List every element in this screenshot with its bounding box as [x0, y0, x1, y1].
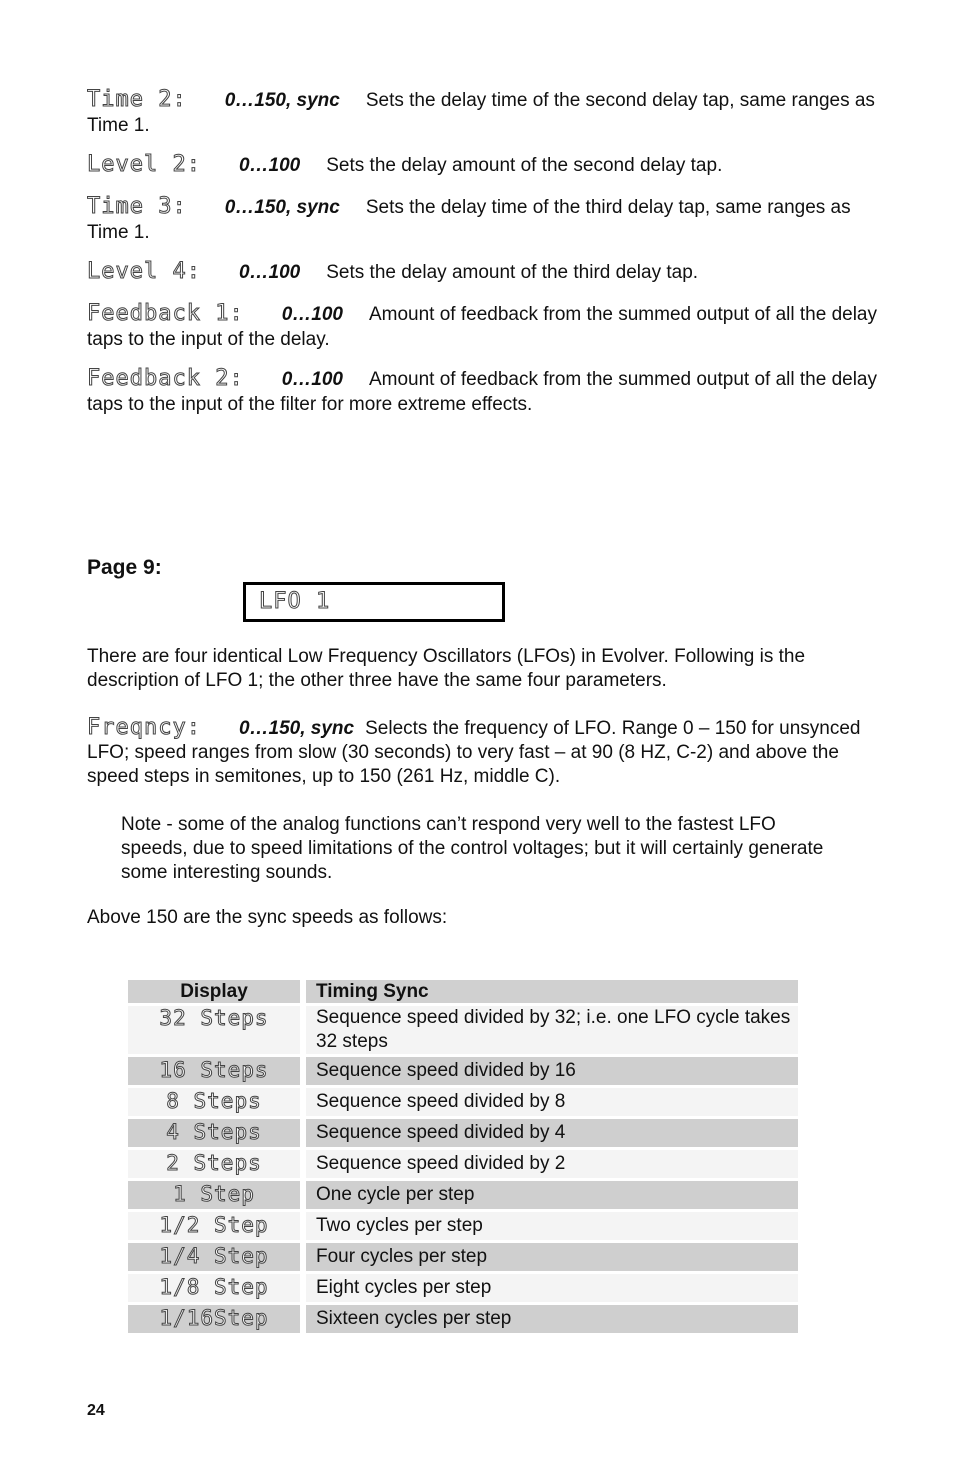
timing-cell: Sequence speed divided by 8: [306, 1088, 798, 1116]
param-name: Level 2:: [87, 152, 201, 177]
table-row: [128, 1088, 798, 1116]
column-header-timing: Timing Sync: [306, 980, 798, 1003]
param-feedback-2: [87, 366, 887, 417]
param-desc: Sets the delay amount of the second delay tap.: [326, 155, 723, 176]
table-row: [128, 1305, 798, 1333]
param-range: 0…150, sync: [238, 718, 355, 739]
sync-table: [128, 977, 798, 1336]
timing-cell: Four cycles per step: [306, 1243, 798, 1271]
param-desc: Sets the delay amount of the third delay tap.: [326, 262, 699, 283]
timing-cell: Sequence speed divided by 16: [306, 1057, 798, 1085]
table-row: [128, 1212, 798, 1240]
param-time-2: [87, 87, 887, 138]
param-range: 0…100: [281, 369, 343, 390]
timing-cell: Two cycles per step: [306, 1212, 798, 1240]
display-cell: 1/4 Step: [159, 1244, 269, 1268]
table-row: [128, 1150, 798, 1178]
param-level-4: [87, 259, 887, 285]
param-name: Time 2:: [87, 87, 187, 112]
table-row: [128, 1274, 798, 1302]
intro-paragraph: There are four identical Low Frequency Oscillators (LFOs) in Evolver. Following is the description of LFO 1; the other three have the same four parameters.: [87, 646, 806, 691]
column-header-display: Display: [128, 980, 300, 1003]
display-cell: 1/2 Step: [159, 1213, 269, 1237]
display-cell: 32 Steps: [159, 1006, 269, 1030]
param-desc: Amount of feedback from the summed output of all the delay taps to the input of the delay.: [87, 304, 877, 350]
param-frequency: [87, 716, 887, 789]
param-time-3: [87, 194, 887, 245]
display-cell: 1/16Step: [159, 1306, 269, 1330]
param-range: 0…100: [238, 155, 301, 176]
sync-intro: Above 150 are the sync speeds as follows:: [87, 907, 448, 928]
page-number: 24: [87, 1402, 105, 1419]
lcd-display-text: LFO 1: [259, 589, 331, 614]
param-range: 0…150, sync: [224, 197, 340, 218]
timing-cell: Sequence speed divided by 32; i.e. one LFO cycle takes 32 steps: [306, 1006, 798, 1054]
param-name: Feedback 1:: [87, 301, 244, 326]
param-range: 0…100: [238, 262, 301, 283]
table-header-row: [128, 980, 798, 1003]
display-cell: 16 Steps: [159, 1058, 269, 1082]
param-desc: Sets the delay time of the second delay tap, same ranges as Time 1.: [87, 90, 875, 136]
table-row: [128, 1119, 798, 1147]
display-cell: 1 Step: [173, 1182, 255, 1206]
lcd-display: [243, 582, 505, 622]
param-range: 0…150, sync: [224, 90, 340, 111]
display-cell: 2 Steps: [166, 1151, 262, 1175]
display-cell: 1/8 Step: [159, 1275, 269, 1299]
timing-cell: Sequence speed divided by 2: [306, 1150, 798, 1178]
param-name: Freqncy:: [87, 715, 201, 740]
display-cell: 4 Steps: [166, 1120, 262, 1144]
table-row: [128, 1057, 798, 1085]
display-cell: 8 Steps: [166, 1089, 262, 1113]
param-feedback-1: [87, 301, 887, 352]
note-paragraph: Note - some of the analog functions can’t respond very well to the fastest LFO speeds, due to speed limitations of the control voltages; but it will certainly generate some interesting sounds.: [121, 814, 824, 883]
param-range: 0…100: [281, 304, 343, 325]
timing-cell: One cycle per step: [306, 1181, 798, 1209]
timing-cell: Sixteen cycles per step: [306, 1305, 798, 1333]
param-level-2: [87, 152, 887, 178]
table-row: [128, 1243, 798, 1271]
param-desc: Amount of feedback from the summed output of all the delay taps to the input of the filter for more extreme effects.: [87, 369, 877, 415]
table-row: [128, 1181, 798, 1209]
param-desc: Sets the delay time of the third delay tap, same ranges as Time 1.: [87, 197, 851, 243]
param-desc: Selects the frequency of LFO. Range 0 – 150 for unsynced LFO; speed ranges from slow (30 seconds) to very fast – at 90 (8 HZ, C-2) and above the speed steps in semitones, up to 150 (261 Hz, middle C).: [87, 718, 861, 787]
timing-cell: Sequence speed divided by 4: [306, 1119, 798, 1147]
table-row: [128, 1006, 798, 1054]
param-name: Time 3:: [87, 194, 187, 219]
param-name: Feedback 2:: [87, 366, 244, 391]
param-name: Level 4:: [87, 259, 201, 284]
page-heading: Page 9:: [87, 556, 162, 579]
timing-cell: Eight cycles per step: [306, 1274, 798, 1302]
